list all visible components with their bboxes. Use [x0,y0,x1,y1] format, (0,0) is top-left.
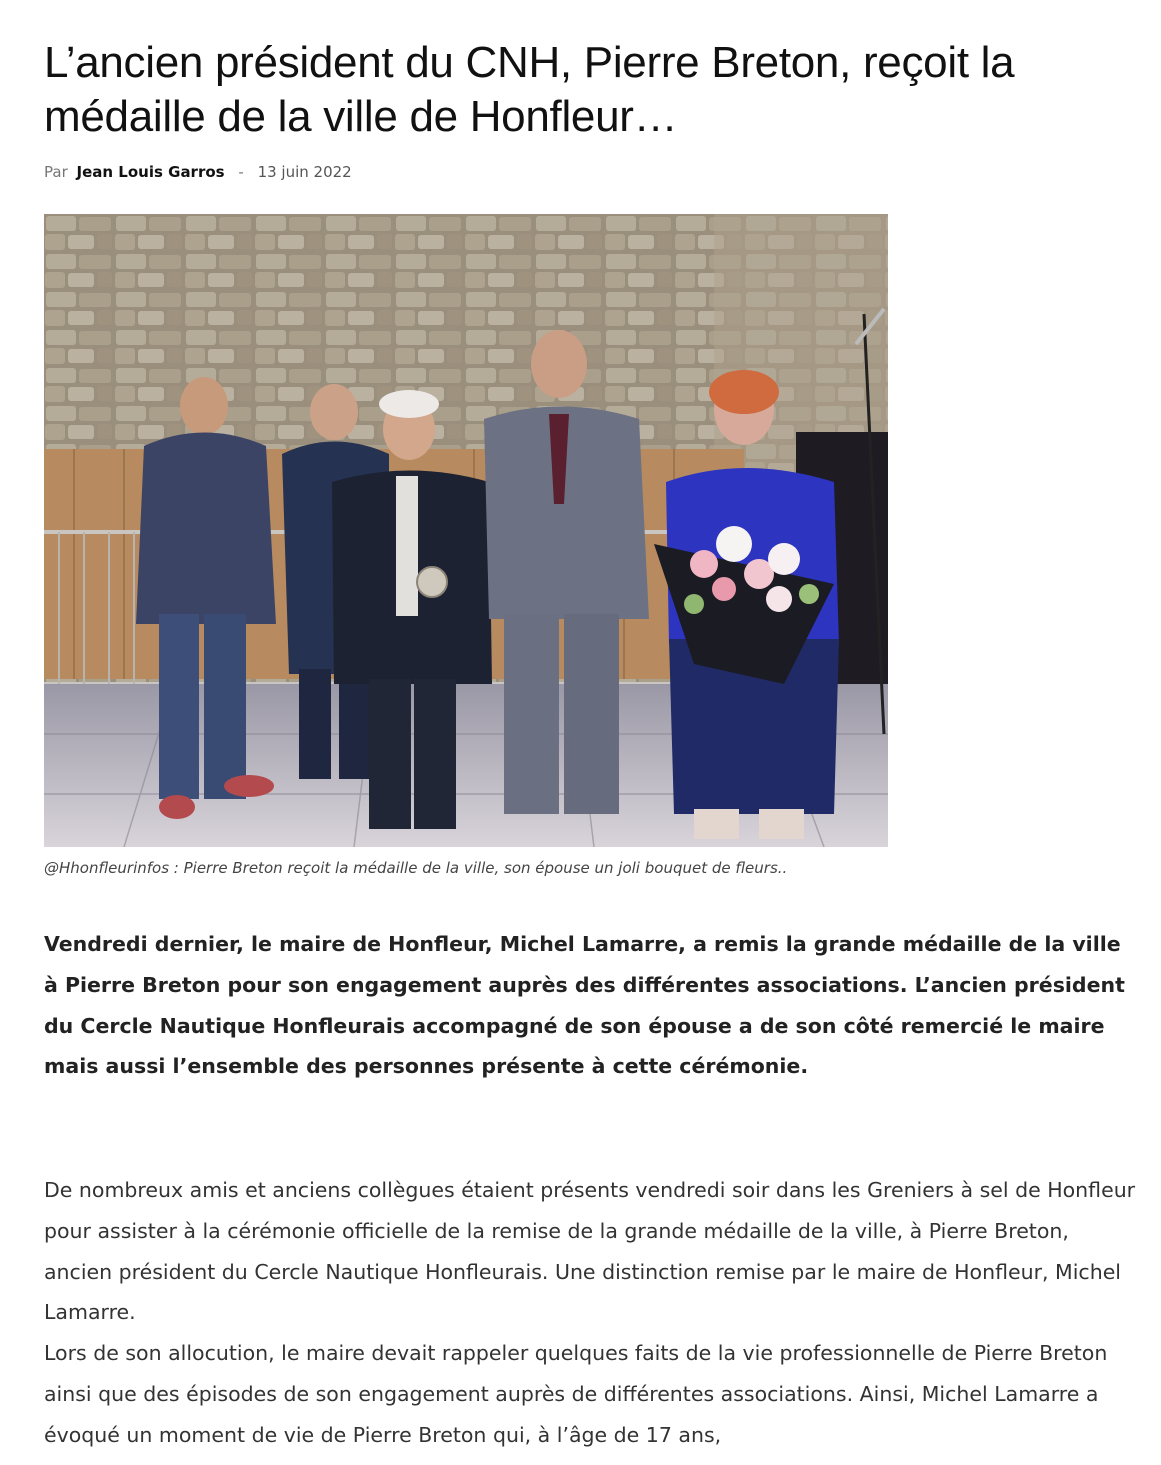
author-link[interactable]: Jean Louis Garros [76,163,225,181]
byline-prefix: Par [44,163,68,181]
byline [44,163,352,181]
article-lead: Vendredi dernier, le maire de Honfleur, Michel Lamarre, a remis la grande médaille de la ville à Pierre Breton pour son engagement auprès des différentes associations. L’ancien président du Cercle Nautique Honfleurais accompagné de son épouse a de son côté remercié le maire mais aussi l’ensemble des personnes présente à cette cérémonie. [44,932,1125,1079]
paragraph: De nombreux amis et anciens collègues étaient présents vendredi soir dans les Greniers à sel de Honfleur pour assister à la cérémonie officielle de la remise de la grande médaille de la ville, à Pierre Breton, ancien président du Cercle Nautique Honfleurais. Une distinction remise par le maire de Honfleur, Michel Lamarre. [44,1178,1136,1325]
photo-caption: @Hhonfleurinfos : Pierre Breton reçoit la médaille de la ville, son épouse un joli bouquet de fleurs.. [44,859,788,877]
byline-separator: - [238,163,244,181]
article-body [44,1170,1136,1456]
article-photo [44,214,888,847]
article-title: L’ancien président du CNH, Pierre Breton, reçoit la médaille de la ville de Honfleur… [44,38,1015,141]
publish-date: 13 juin 2022 [257,163,352,181]
ceremony-photo-illustration [44,214,888,847]
paragraph: Lors de son allocution, le maire devait rappeler quelques faits de la vie professionnelle de Pierre Breton ainsi que des épisodes de son engagement auprès de différentes associations. Ainsi, Michel Lamarre a évoqué un moment de vie de Pierre Breton qui, à l’âge de 17 ans, [44,1341,1108,1447]
